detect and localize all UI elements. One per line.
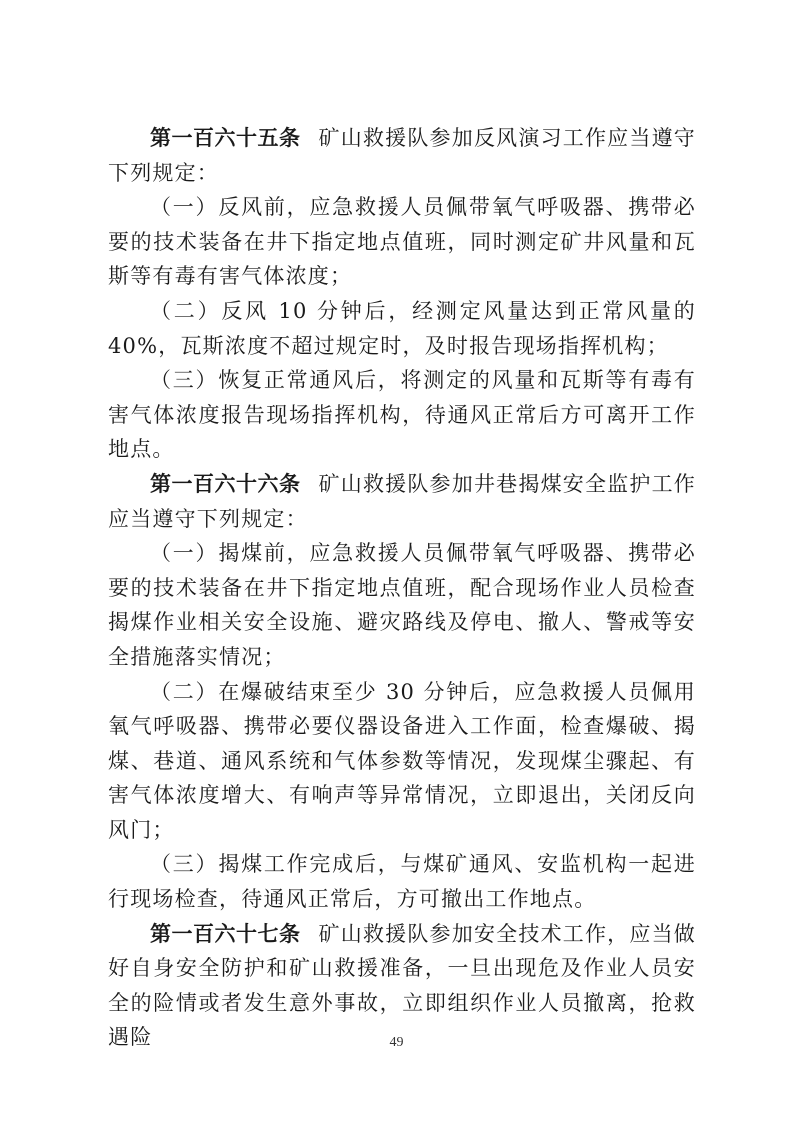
clause-item: （一）反风前，应急救援人员佩带氧气呼吸器、携带必要的技术装备在井下指定地点值班，同时测定矿井风量和瓦斯等有毒有害气体浓度； [108, 195, 696, 289]
clause-item: （二）反风 10 分钟后，经测定风量达到正常风量的 40%，瓦斯浓度不超过规定时，及时报告现场指挥机构； [108, 298, 696, 358]
page-number: 49 [389, 1035, 404, 1050]
article-number: 第一百六十七条 [150, 921, 301, 946]
clause-item: （一）揭煤前，应急救援人员佩带氧气呼吸器、携带必要的技术装备在井下指定地点值班，配合现场作业人员检查揭煤作业相关安全设施、避灾路线及停电、撤人、警戒等安全措施落实情况； [108, 541, 696, 669]
article-number: 第一百六十五条 [150, 126, 301, 150]
article-text: 矿山救援队参加反风演习工作应当遵守下列规定： [108, 126, 696, 185]
clause-item: （三）揭煤工作完成后，与煤矿通风、安监机构一起进行现场检查，待通风正常后，方可撤出工作地点。 [108, 852, 696, 912]
clause-item: （二）在爆破结束至少 30 分钟后，应急救援人员佩用氧气呼吸器、携带必要仪器设备进入工作面，检查爆破、揭煤、巷道、通风系统和气体参数等情况，发现煤尘骤起、有害气体浓度增大、有响声等异常情况，立即退出，关闭反向风门； [108, 679, 696, 842]
clause-item: （三）恢复正常通风后，将测定的风量和瓦斯等有毒有害气体浓度报告现场指挥机构，待通风正常后方可离开工作地点。 [108, 368, 696, 462]
article-text: 矿山救援队参加井巷揭煤安全监护工作应当遵守下列规定： [108, 471, 696, 531]
document-body [108, 121, 696, 1055]
article-paragraph [108, 121, 696, 190]
article-text: 矿山救援队参加安全技术工作，应当做好自身安全防护和矿山救援准备，一旦出现危及作业人员安全的险情或者发生意外事故，立即组织作业人员撤离，抢救遇险 [108, 921, 696, 1050]
article-number: 第一百六十六条 [150, 471, 301, 496]
article-paragraph [108, 467, 696, 536]
